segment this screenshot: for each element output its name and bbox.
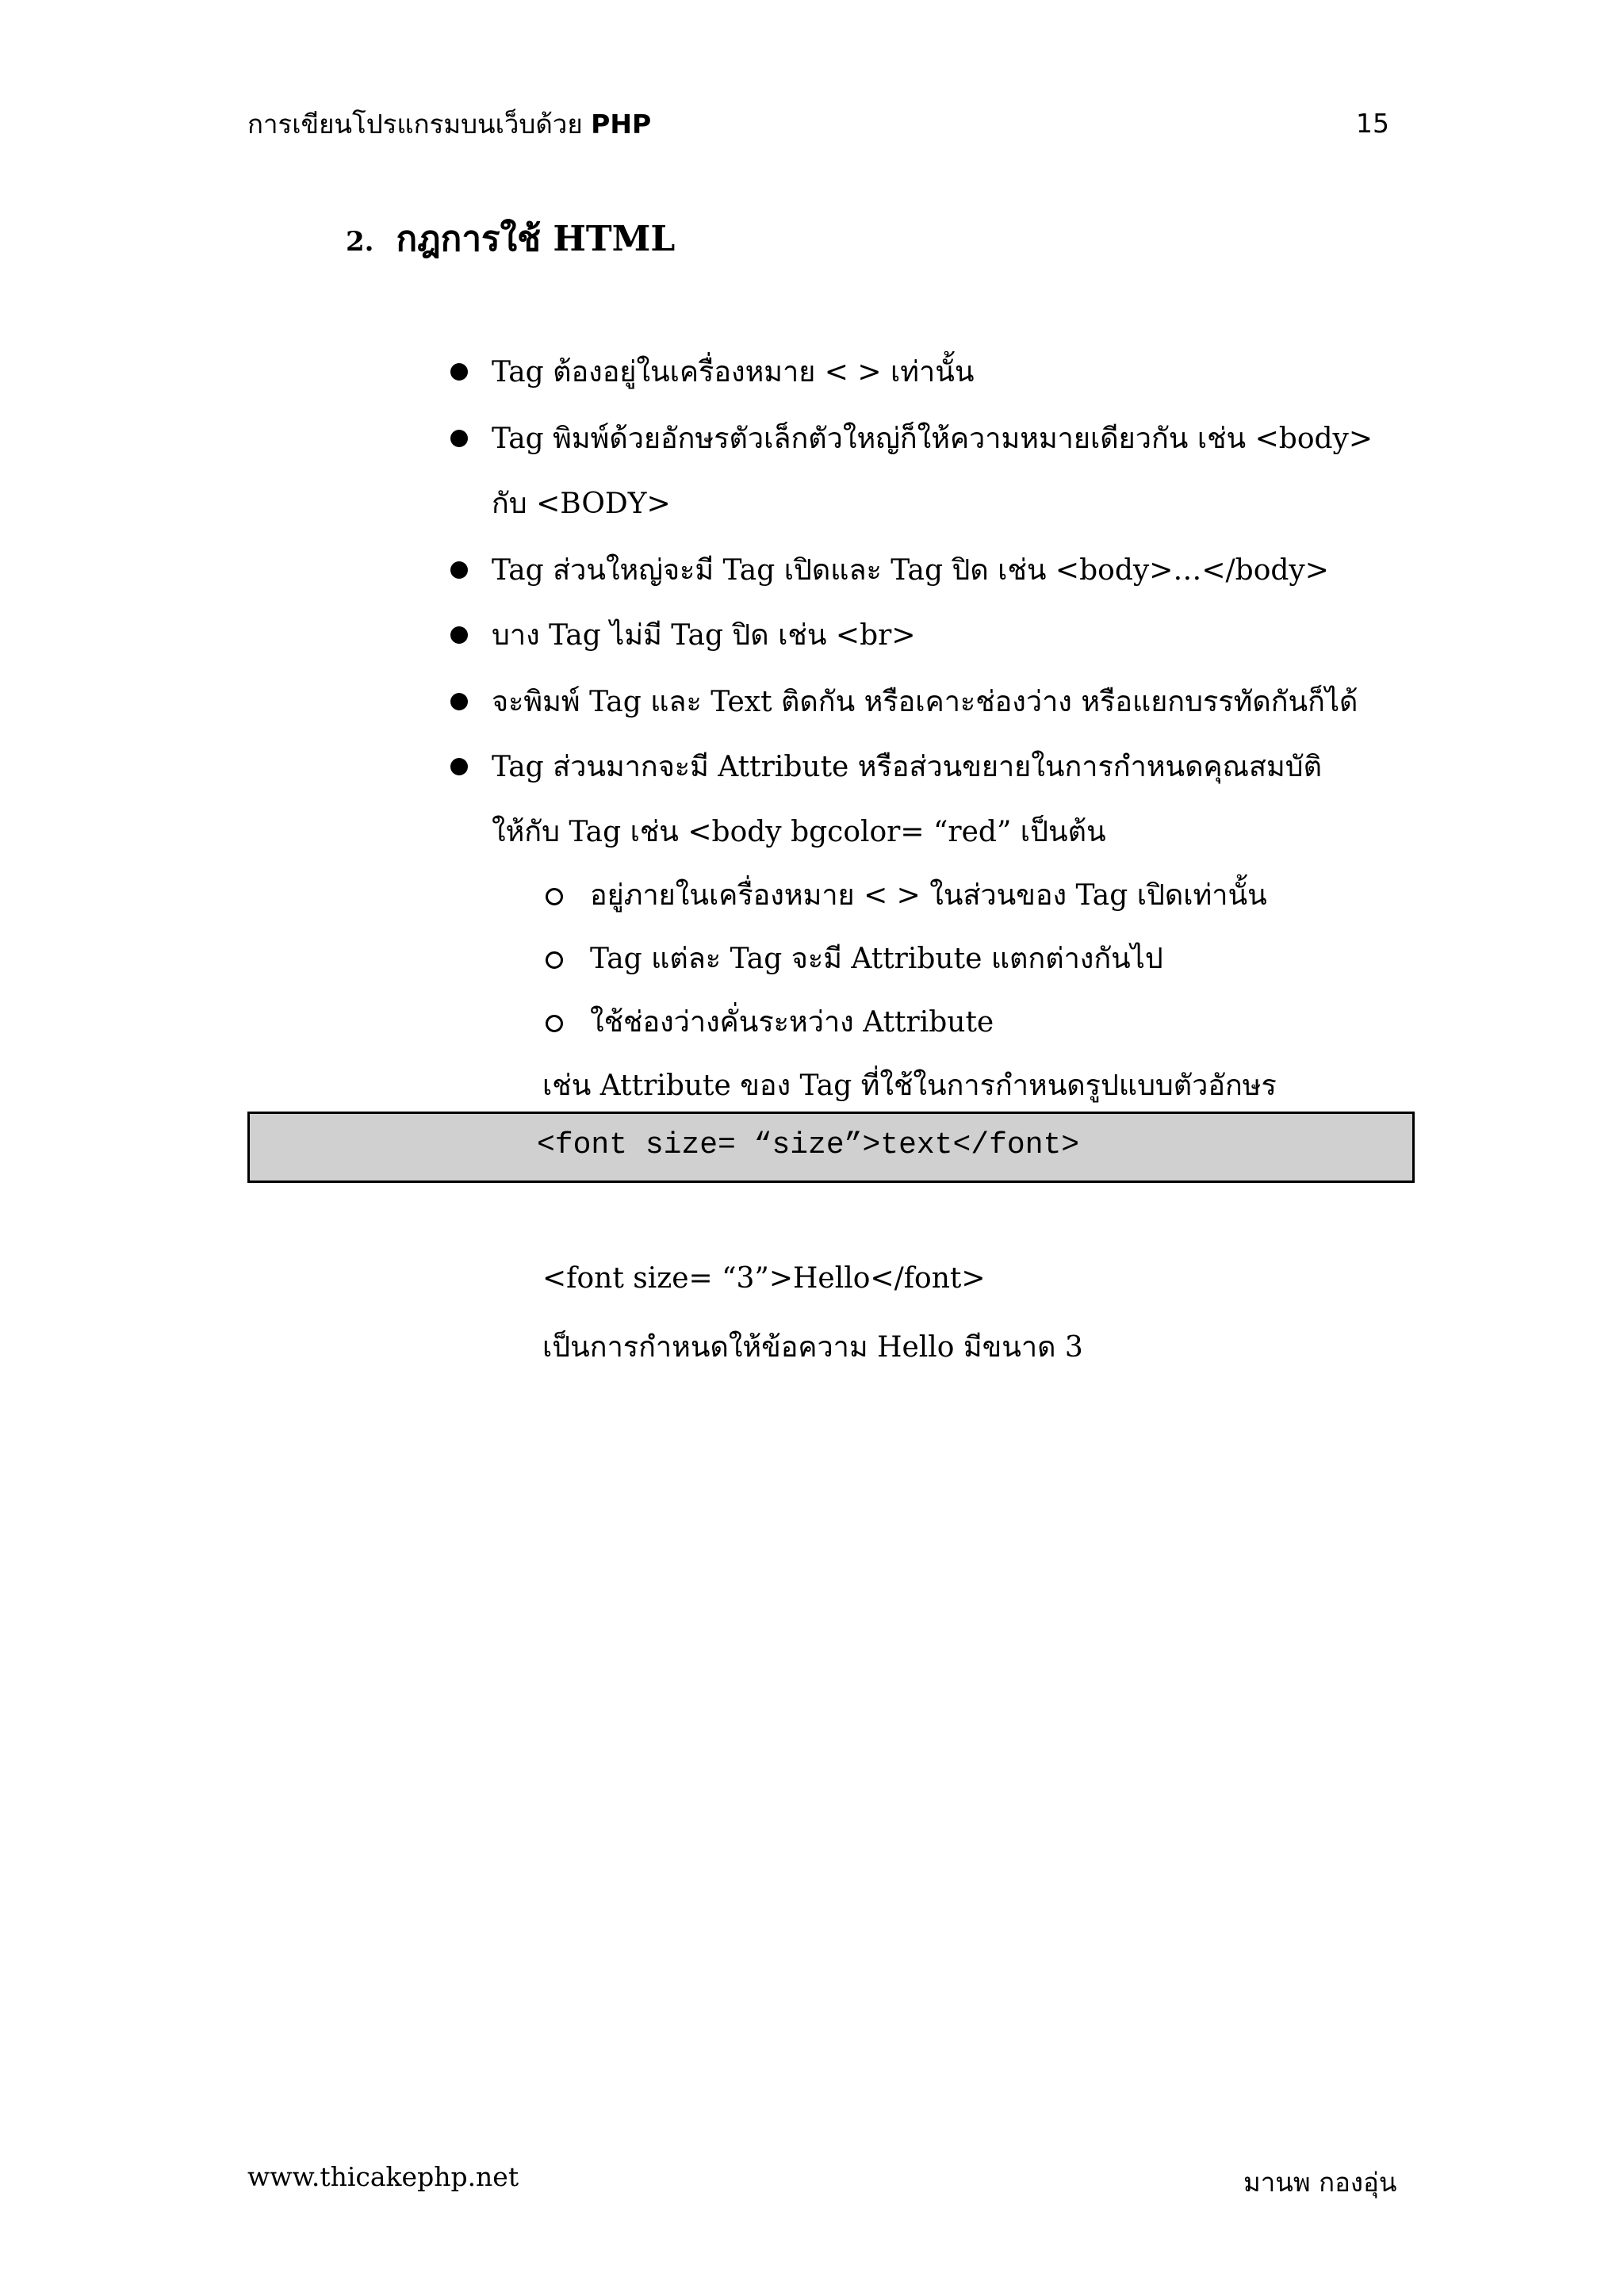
bullet-icon: [450, 626, 468, 644]
section-title: กฎการใช้ HTML: [396, 219, 676, 259]
bullet-item-6-continued: ให้กับ Tag เช่น <body bgcolor= “red” เป็นต้น: [492, 816, 1106, 848]
bullet-icon: [450, 693, 468, 710]
running-header: [247, 103, 651, 145]
page-number: 15: [1356, 108, 1389, 139]
header-title-php: PHP: [591, 109, 652, 140]
section-number: 2.: [346, 226, 374, 258]
bullet-icon: [450, 363, 468, 381]
bullet-icon: [450, 758, 468, 775]
bullet-item-3: Tag ส่วนใหญ่จะมี Tag เปิดและ Tag ปิด เช่น <body>…</body>: [492, 554, 1329, 587]
sub-bullet-item-3: ใช้ช่องว่างคั่นระหว่าง Attribute: [590, 1006, 994, 1039]
example-description: เป็นการกำหนดให้ข้อความ Hello มีขนาด 3: [542, 1331, 1083, 1364]
bullet-item-5: จะพิมพ์ Tag และ Text ติดกัน หรือเคาะช่องว่าง หรือแยกบรรทัดกันก็ได้: [492, 686, 1358, 718]
example-code: <font size= “3”>Hello</font>: [542, 1262, 986, 1295]
header-title: การเขียนโปรแกรมบนเว็บด้วย: [247, 109, 592, 140]
circle-bullet-icon: [546, 888, 563, 905]
bullet-icon: [450, 430, 468, 447]
bullet-item-6: Tag ส่วนมากจะมี Attribute หรือส่วนขยายในการกำหนดคุณสมบัติ: [492, 751, 1322, 783]
sub-bullet-item-1: อยู่ภายในเครื่องหมาย < > ในส่วนของ Tag เปิดเท่านั้น: [590, 879, 1267, 912]
bullet-icon: [450, 561, 468, 579]
code-syntax-box: [247, 1112, 1415, 1183]
bullet-item-2: Tag พิมพ์ด้วยอักษรตัวเล็กตัวใหญ่ก็ให้ความหมายเดียวกัน เช่น <body>: [492, 423, 1373, 455]
footer-website: www.thicakephp.net: [247, 2161, 519, 2192]
bullet-item-4: บาง Tag ไม่มี Tag ปิด เช่น <br>: [492, 619, 916, 652]
footer-author: มานพ กองอุ่น: [1243, 2167, 1397, 2198]
circle-bullet-icon: [546, 1015, 563, 1032]
circle-bullet-icon: [546, 951, 563, 969]
bullet-item-2-continued: กับ <BODY>: [492, 488, 671, 520]
example-intro: เช่น Attribute ของ Tag ที่ใช้ในการกำหนดรูปแบบตัวอักษร: [542, 1070, 1277, 1102]
section-heading: [346, 211, 675, 266]
code-syntax: <font size= “size”>text</font>: [537, 1128, 1080, 1162]
sub-bullet-item-2: Tag แต่ละ Tag จะมี Attribute แตกต่างกันไป: [590, 943, 1163, 975]
bullet-item-1: Tag ต้องอยู่ในเครื่องหมาย < > เท่านั้น: [492, 356, 975, 388]
